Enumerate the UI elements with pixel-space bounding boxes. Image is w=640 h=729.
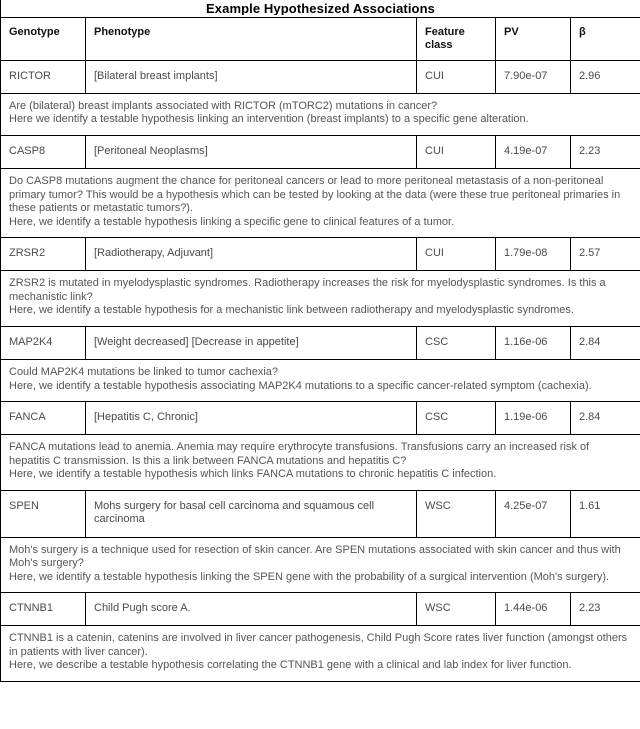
col-header-beta: β bbox=[571, 17, 640, 60]
feature-class-cell: CSC bbox=[417, 326, 496, 360]
description-row bbox=[1, 360, 640, 402]
description-line: Here, we identify a testable hypothesis associating MAP2K4 mutations to a specific cancer-related symptom (cachexia). bbox=[9, 379, 592, 392]
description-cell bbox=[1, 271, 640, 326]
table-header-row bbox=[1, 17, 640, 60]
phenotype-cell: [Radiotherapy, Adjuvant] bbox=[86, 237, 417, 271]
beta-cell: 2.23 bbox=[571, 135, 640, 169]
feature-class-cell: CUI bbox=[417, 237, 496, 271]
description-line: Could MAP2K4 mutations be linked to tumor cachexia? bbox=[9, 366, 279, 379]
pv-cell: 7.90e-07 bbox=[496, 60, 571, 94]
description-row bbox=[1, 537, 640, 592]
description-line: Here, we identify a testable hypothesis which links FANCA mutations to chronic hepatitis C infection. bbox=[9, 468, 497, 481]
phenotype-cell: [Peritoneal Neoplasms] bbox=[86, 135, 417, 169]
description-cell bbox=[1, 94, 640, 136]
beta-cell: 2.84 bbox=[571, 401, 640, 435]
beta-cell: 2.23 bbox=[571, 592, 640, 626]
col-header-phenotype: Phenotype bbox=[86, 17, 417, 60]
description-cell bbox=[1, 169, 640, 238]
pv-cell: 1.44e-06 bbox=[496, 592, 571, 626]
genotype-cell: ZRSR2 bbox=[1, 237, 86, 271]
feature-class-cell: WSC bbox=[417, 490, 496, 537]
genotype-cell: CASP8 bbox=[1, 135, 86, 169]
description-cell bbox=[1, 626, 640, 681]
genotype-cell: MAP2K4 bbox=[1, 326, 86, 360]
table-title-cell bbox=[1, 0, 640, 17]
pv-cell: 1.19e-06 bbox=[496, 401, 571, 435]
beta-cell: 2.96 bbox=[571, 60, 640, 94]
description-row bbox=[1, 435, 640, 490]
description-row bbox=[1, 94, 640, 136]
description-line: Here, we describe a testable hypothesis correlating the CTNNB1 gene with a clinical and lab index for liver function. bbox=[9, 659, 572, 672]
feature-class-cell: CUI bbox=[417, 60, 496, 94]
description-cell bbox=[1, 537, 640, 592]
description-row bbox=[1, 626, 640, 681]
pv-cell: 1.79e-08 bbox=[496, 237, 571, 271]
description-cell bbox=[1, 360, 640, 402]
description-line: Here, we identify a testable hypothesis for a mechanistic link between radiotherapy and myelodysplastic syndromes. bbox=[9, 304, 574, 317]
genotype-cell: CTNNB1 bbox=[1, 592, 86, 626]
table-row bbox=[1, 237, 640, 271]
pv-cell: 4.25e-07 bbox=[496, 490, 571, 537]
description-line: Do CASP8 mutations augment the chance for peritoneal cancers or lead to more peritoneal metastasis of a non-peritoneal primary tumor? This would be a hypothesis which can be tested by looking at the data (were these true peritoneal primaries in these patients or metastatic tumors?). bbox=[9, 175, 621, 215]
description-line: Here, we identify a testable hypothesis linking a specific gene to clinical features of a tumor. bbox=[9, 215, 455, 228]
description-line: ZRSR2 is mutated in myelodysplastic syndromes. Radiotherapy increases the risk for myelodysplastic syndromes. Is this a mechanistic link? bbox=[9, 277, 606, 303]
genotype-cell: FANCA bbox=[1, 401, 86, 435]
pv-cell: 1.16e-06 bbox=[496, 326, 571, 360]
table-title: Example Hypothesized Associations bbox=[206, 1, 435, 15]
table-row bbox=[1, 60, 640, 94]
feature-class-cell: WSC bbox=[417, 592, 496, 626]
phenotype-cell: Mohs surgery for basal cell carcinoma and squamous cell carcinoma bbox=[86, 490, 417, 537]
description-row bbox=[1, 169, 640, 238]
table-row bbox=[1, 401, 640, 435]
description-line: Are (bilateral) breast implants associated with RICTOR (mTORC2) mutations in cancer? bbox=[9, 100, 438, 112]
feature-class-cell: CUI bbox=[417, 135, 496, 169]
description-cell bbox=[1, 435, 640, 490]
col-header-pv: PV bbox=[496, 17, 571, 60]
description-row bbox=[1, 271, 640, 326]
genotype-cell: RICTOR bbox=[1, 60, 86, 94]
phenotype-cell: [Bilateral breast implants] bbox=[86, 60, 417, 94]
col-header-feature-class: Feature class bbox=[417, 17, 496, 60]
genotype-cell: SPEN bbox=[1, 490, 86, 537]
description-line: Moh's surgery is a technique used for resection of skin cancer. Are SPEN mutations associated with skin cancer and thus with Moh's surgery? bbox=[9, 543, 621, 570]
table-row bbox=[1, 490, 640, 537]
beta-cell: 1.61 bbox=[571, 490, 640, 537]
beta-cell: 2.84 bbox=[571, 326, 640, 360]
description-line: Here we identify a testable hypothesis linking an intervention (breast implants) to a specific gene alteration. bbox=[9, 113, 529, 126]
col-header-genotype: Genotype bbox=[1, 17, 86, 60]
table-row bbox=[1, 326, 640, 360]
pv-cell: 4.19e-07 bbox=[496, 135, 571, 169]
table-row bbox=[1, 592, 640, 626]
phenotype-cell: [Weight decreased] [Decrease in appetite] bbox=[86, 326, 417, 360]
description-line: Here, we identify a testable hypothesis linking the SPEN gene with the probability of a surgical intervention (Moh's surgery). bbox=[9, 570, 610, 583]
table-title-row bbox=[1, 0, 640, 17]
description-line: FANCA mutations lead to anemia. Anemia may require erythrocyte transfusions. Transfusions carry an increased risk of hepatitis C transmission. Is this a link between FANCA mutations and hepatitis C? bbox=[9, 441, 590, 467]
description-line: CTNNB1 is a catenin, catenins are involved in liver cancer pathogenesis, Child Pugh Score rates liver function (amongst others in patients with liver cancer). bbox=[9, 632, 628, 658]
feature-class-cell: CSC bbox=[417, 401, 496, 435]
beta-cell: 2.57 bbox=[571, 237, 640, 271]
phenotype-cell: [Hepatitis C, Chronic] bbox=[86, 401, 417, 435]
table-row bbox=[1, 135, 640, 169]
table-title-clip bbox=[1, 0, 640, 15]
phenotype-cell: Child Pugh score A. bbox=[86, 592, 417, 626]
